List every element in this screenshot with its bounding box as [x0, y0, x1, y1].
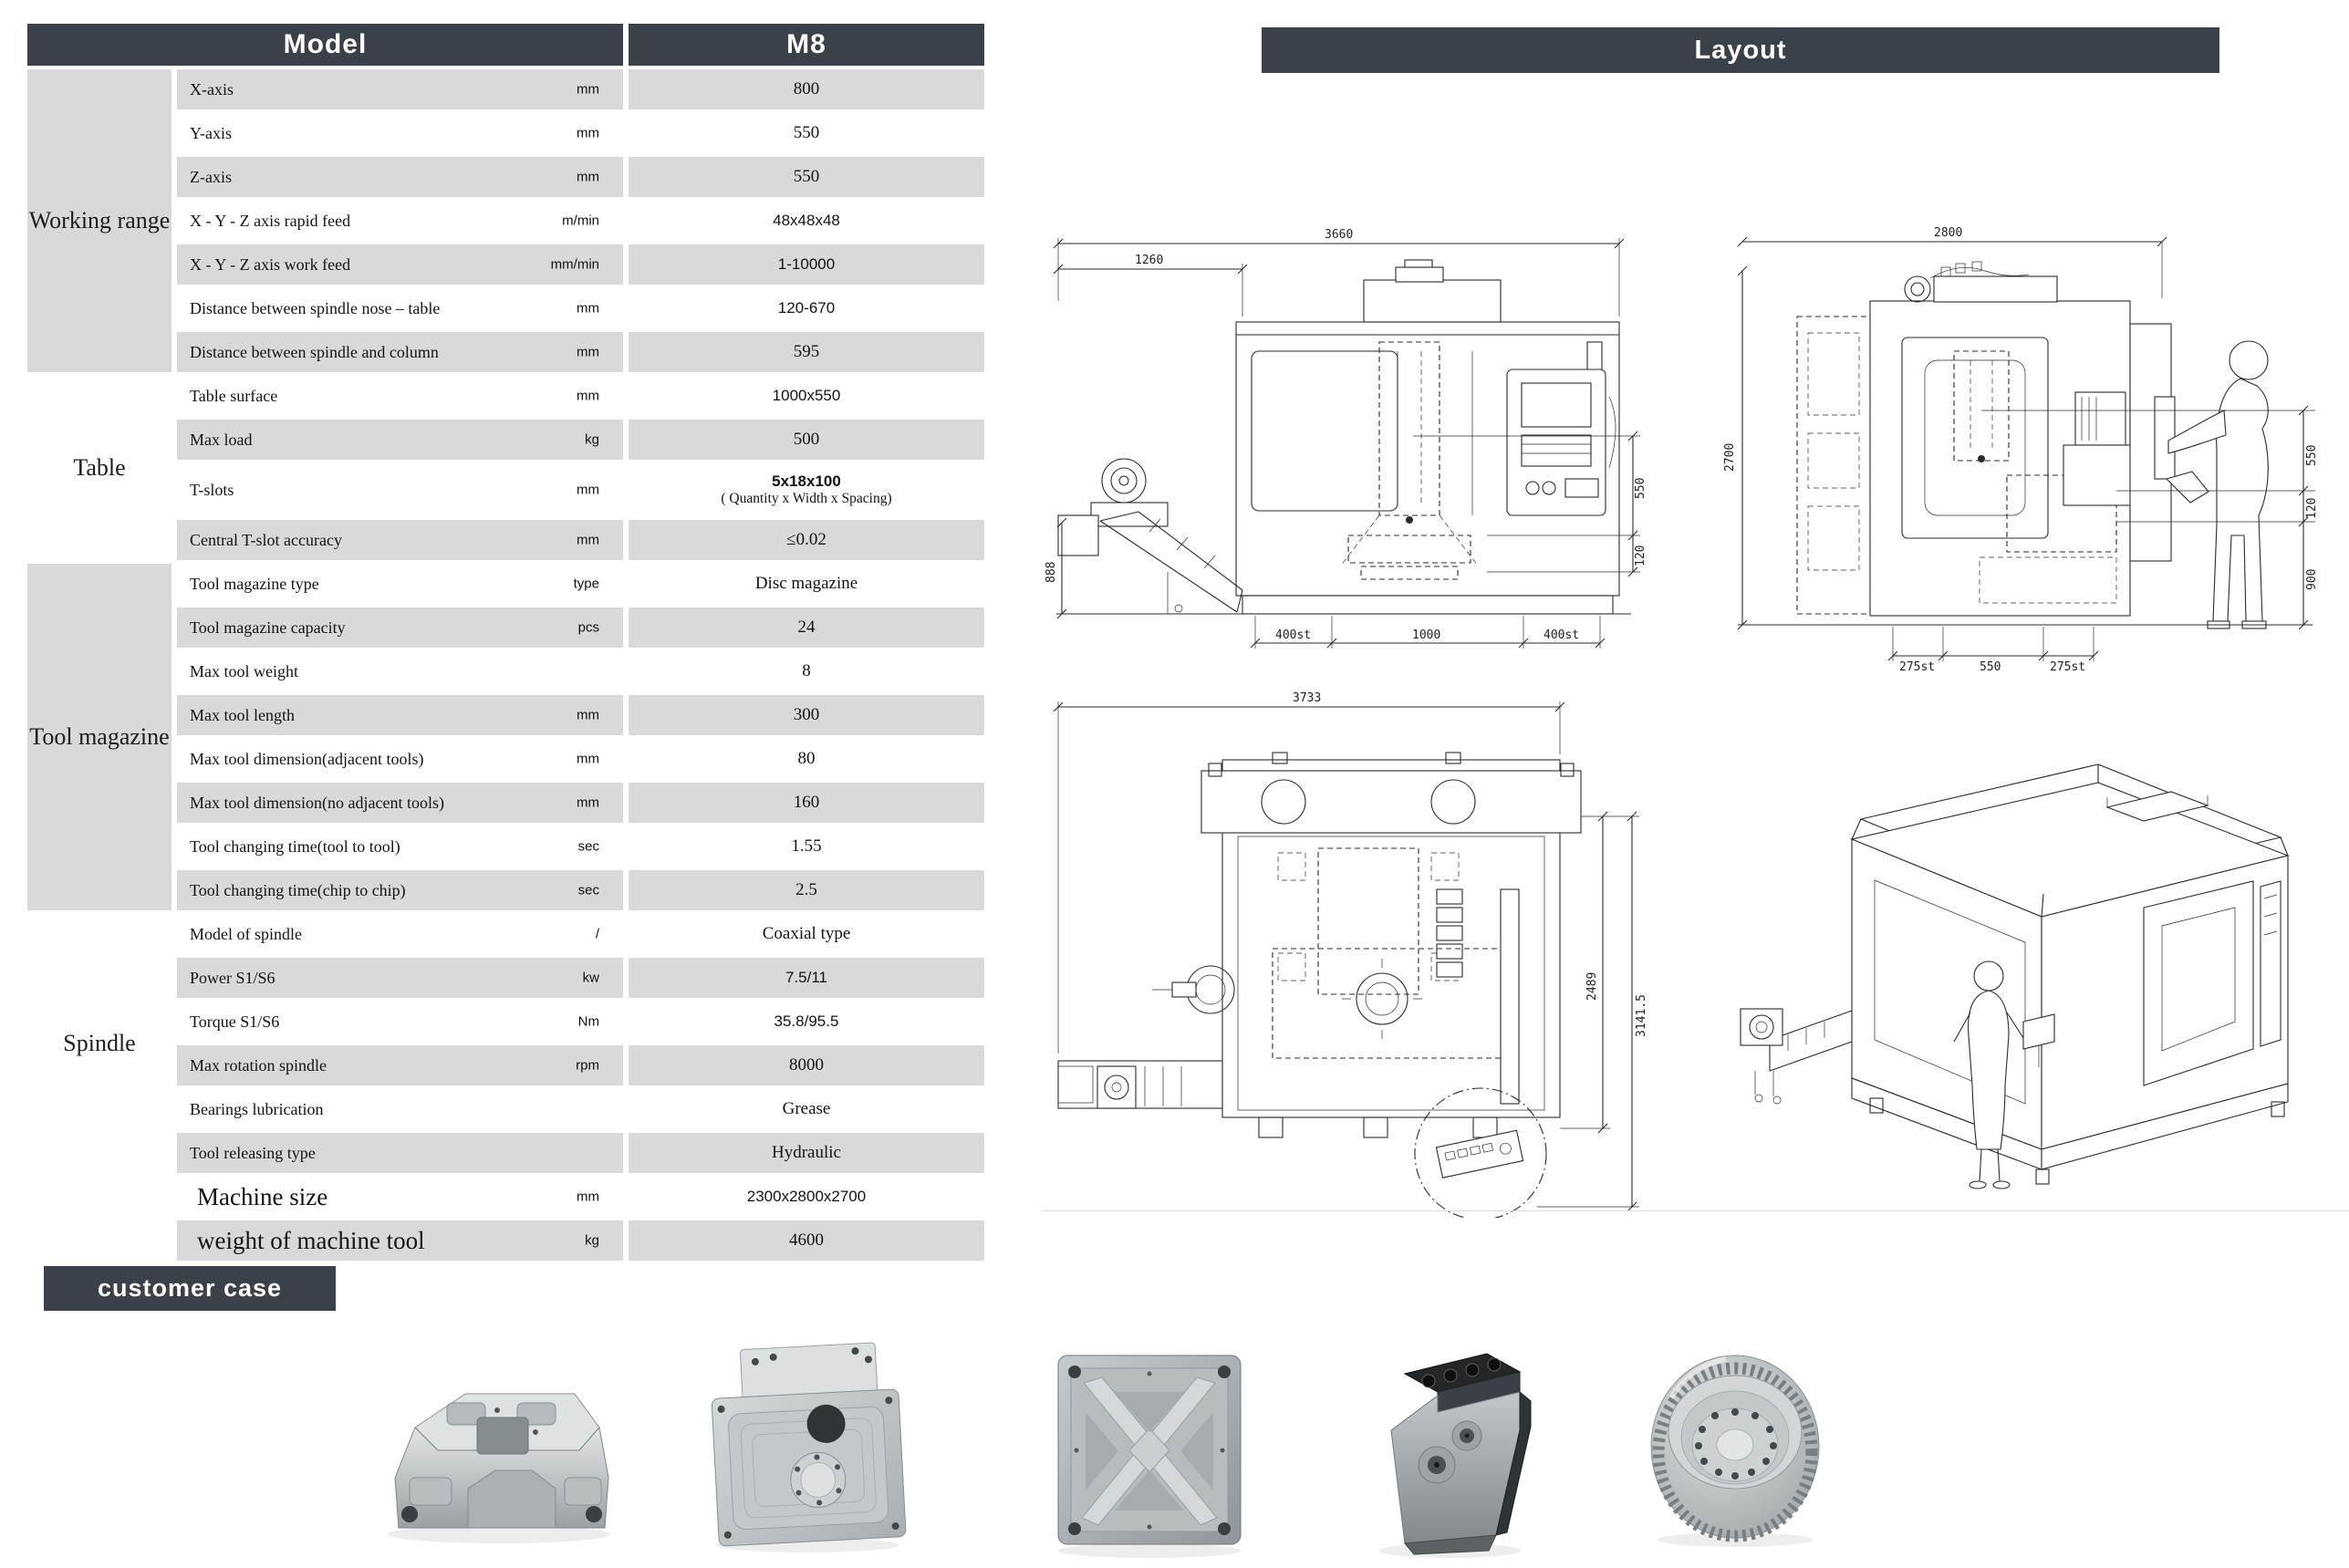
spec-label-text: Tool changing time(chip to chip): [190, 880, 406, 899]
part-photo-x-ribbed-plate: [1031, 1339, 1268, 1563]
spec-unit: mm: [577, 1189, 599, 1205]
spec-label: [177, 463, 623, 516]
spec-unit: pcs: [577, 619, 599, 636]
spec-value: 160: [629, 783, 984, 823]
svg-text:400st: 400st: [1275, 628, 1312, 642]
spec-label: [177, 783, 623, 823]
spec-unit: kw: [582, 970, 599, 986]
part-photo-pocketed-plate: [689, 1339, 926, 1558]
customer-case-header: [44, 1266, 336, 1311]
plan-view-drawing: [1045, 680, 1683, 1218]
spec-unit: mm: [577, 794, 599, 811]
spec-label-text: Machine size: [197, 1182, 328, 1210]
spec-label: [177, 201, 623, 241]
spec-label-text: Tool releasing type: [190, 1143, 316, 1162]
spec-unit: sec: [577, 838, 599, 855]
spec-unit: kg: [585, 431, 599, 448]
spec-label-text: Distance between spindle nose – table: [190, 298, 441, 317]
spec-label-text: Max load: [190, 430, 253, 449]
spec-label: [177, 1220, 623, 1261]
spec-value: ≤0.02: [629, 520, 984, 560]
spec-value-main: 5x18x100: [772, 472, 841, 490]
spec-unit: kg: [585, 1232, 599, 1249]
spec-label: [177, 332, 623, 372]
isometric-view-drawing: [1715, 721, 2344, 1227]
spec-value: 48x48x48: [773, 212, 840, 229]
spec-unit: type: [573, 576, 599, 592]
spec-value: 550: [793, 123, 820, 142]
spec-value: Grease: [782, 1099, 831, 1118]
spec-label-text: Table surface: [190, 386, 278, 405]
spec-label-text: Power S1/S6: [190, 968, 275, 987]
spec-value: 1-10000: [629, 244, 984, 285]
svg-text:1000: 1000: [1412, 628, 1441, 642]
spec-label: [177, 1002, 623, 1042]
spec-label: [177, 739, 623, 779]
spec-label-text: Max tool weight: [190, 661, 298, 680]
spec-label: [177, 695, 623, 735]
spec-label-text: Max tool dimension(adjacent tools): [190, 749, 424, 768]
spec-label: [177, 564, 623, 604]
spec-unit: mm/min: [550, 256, 599, 273]
svg-text:888: 888: [1045, 561, 1058, 583]
spec-label: [177, 1177, 623, 1217]
spec-label: [177, 1133, 623, 1173]
spec-label-text: Z-axis: [190, 167, 232, 186]
spec-value: 8000: [629, 1045, 984, 1085]
spec-label: [177, 1089, 623, 1129]
spec-label-text: Y-axis: [190, 123, 232, 142]
spec-label: [177, 1045, 623, 1085]
spec-value: 8: [802, 661, 811, 680]
spec-unit: mm: [577, 300, 599, 317]
spec-value: Coaxial type: [762, 924, 851, 943]
spec-header-model-value: M8: [629, 24, 984, 66]
spec-table: [27, 24, 984, 1261]
spec-label-text: Tool magazine type: [190, 574, 319, 593]
spec-label: [177, 826, 623, 867]
spec-value: 550: [629, 157, 984, 197]
svg-text:275st: 275st: [1899, 660, 1936, 674]
spec-label-text: T-slots: [190, 480, 234, 499]
svg-text:2700: 2700: [1723, 442, 1737, 472]
part-photo-finned-drum: [1635, 1343, 1835, 1552]
spec-header-model: Model: [27, 24, 623, 66]
spec-unit: sec: [577, 882, 599, 898]
spec-value: 800: [629, 69, 984, 109]
spec-label-text: Bearings lubrication: [190, 1099, 324, 1118]
spec-value-note: ( Quantity x Width x Spacing): [721, 491, 892, 507]
spec-value: 7.5/11: [629, 958, 984, 998]
spec-unit: m/min: [562, 213, 599, 229]
spec-value: 2300x2800x2700: [746, 1188, 867, 1205]
svg-text:275st: 275st: [2050, 660, 2086, 674]
svg-text:550: 550: [1980, 660, 2001, 674]
spec-label: [177, 157, 623, 197]
part-photo-angled-block: [1350, 1339, 1551, 1563]
spec-label: [177, 376, 623, 416]
spec-label: [177, 288, 623, 328]
spec-label-text: Central T-slot accuracy: [190, 530, 342, 549]
svg-text:550: 550: [2305, 444, 2319, 466]
spec-label: [177, 607, 623, 648]
spec-label-text: Max tool dimension(no adjacent tools): [190, 793, 444, 812]
spec-value: 595: [629, 332, 984, 372]
spec-label: [177, 113, 623, 153]
spec-label: [177, 69, 623, 109]
spec-value: 1.55: [791, 836, 822, 856]
spec-value: 4600: [629, 1220, 984, 1261]
layout-title: Layout: [1694, 35, 1787, 65]
svg-text:900: 900: [2305, 568, 2319, 590]
side-view-drawing: [1706, 214, 2349, 675]
spec-label: [177, 420, 623, 460]
spec-label-text: Distance between spindle and column: [190, 342, 439, 361]
category-working-range: Working range: [27, 69, 171, 372]
svg-text:3733: 3733: [1293, 691, 1322, 705]
spec-label: [177, 244, 623, 285]
svg-text:120: 120: [1634, 545, 1647, 566]
spec-label-text: Max rotation spindle: [190, 1055, 327, 1075]
spec-unit: mm: [577, 169, 599, 185]
spec-value: [629, 463, 984, 516]
spec-label-text: weight of machine tool: [197, 1226, 425, 1254]
category-table: Table: [73, 454, 126, 481]
part-photo-mold-base-block: [360, 1341, 634, 1555]
spec-value: Disc magazine: [754, 574, 858, 593]
spec-unit: rpm: [576, 1057, 599, 1074]
spec-value: 24: [629, 607, 984, 648]
spec-unit: mm: [577, 388, 599, 404]
spec-label-text: X-axis: [190, 79, 234, 99]
spec-value-wrap: [721, 472, 891, 507]
spec-label-text: X - Y - Z axis rapid feed: [190, 211, 351, 230]
svg-text:1260: 1260: [1135, 254, 1164, 267]
svg-text:400st: 400st: [1543, 628, 1580, 642]
spec-unit: mm: [577, 532, 599, 548]
spec-label-text: X - Y - Z axis work feed: [190, 254, 351, 274]
front-view-drawing: [1040, 214, 1651, 670]
spec-value: 35.8/95.5: [774, 1012, 839, 1030]
spec-value: Hydraulic: [629, 1133, 984, 1173]
category-spindle: Spindle: [63, 1030, 136, 1056]
svg-text:2489: 2489: [1585, 971, 1599, 1001]
spec-label-text: Tool changing time(tool to tool): [190, 836, 400, 856]
spec-label: [177, 651, 623, 691]
spec-unit: mm: [577, 344, 599, 360]
spec-unit: mm: [577, 125, 599, 141]
spec-label-text: Max tool length: [190, 705, 295, 724]
spec-value: 80: [797, 749, 816, 768]
spec-unit: mm: [577, 707, 599, 723]
spec-value: 2.5: [629, 870, 984, 910]
svg-text:3141.5: 3141.5: [1635, 994, 1648, 1037]
spec-value: 300: [629, 695, 984, 735]
spec-unit: mm: [577, 81, 599, 98]
spec-label: [177, 870, 623, 910]
spec-value: 1000x550: [772, 387, 841, 404]
svg-text:3660: 3660: [1325, 228, 1354, 242]
spec-label-text: Model of spindle: [190, 924, 302, 943]
section-divider: [1042, 1210, 2349, 1211]
spec-label-text: Torque S1/S6: [190, 1012, 280, 1031]
svg-text:120: 120: [2305, 497, 2319, 519]
spec-label-text: Tool magazine capacity: [190, 618, 346, 637]
svg-text:550: 550: [1634, 477, 1647, 499]
spec-value: 500: [629, 420, 984, 460]
layout-section-header: [1262, 27, 2219, 73]
spec-unit: /: [595, 926, 599, 942]
spec-unit: Nm: [577, 1013, 599, 1030]
spec-unit: mm: [577, 482, 599, 498]
category-tool-magazine: Tool magazine: [27, 564, 171, 910]
spec-label: [177, 520, 623, 560]
spec-unit: mm: [577, 751, 599, 767]
customer-case-title: customer case: [97, 1274, 283, 1302]
spec-value: 120-670: [777, 299, 836, 317]
spec-label: [177, 958, 623, 998]
svg-text:2800: 2800: [1934, 226, 1963, 240]
spec-label: [177, 914, 623, 954]
